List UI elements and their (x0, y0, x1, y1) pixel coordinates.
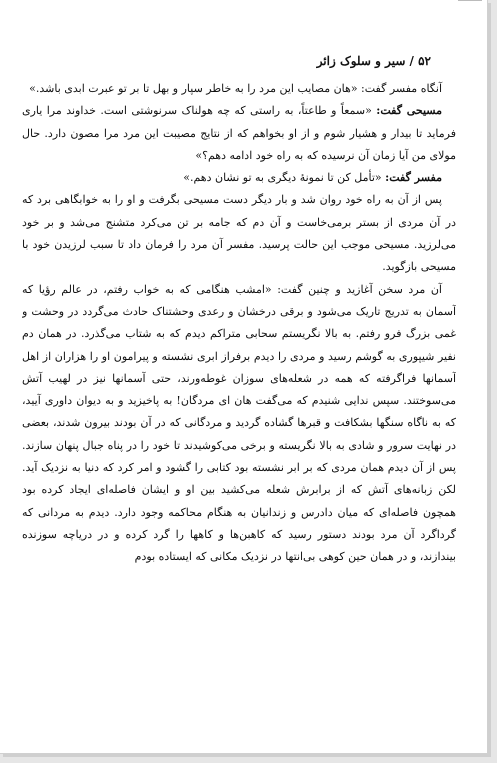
paragraph-1 (22, 78, 456, 100)
paragraph-2 (22, 100, 456, 167)
paragraph-3 (22, 167, 456, 189)
running-head: ۵۲ / سیر و سلوک زائر (316, 54, 431, 68)
paragraph-3-text: «تأمل کن تا نمونهٔ دیگری به تو نشان دهم.» (183, 171, 382, 185)
paragraph-4 (22, 189, 456, 278)
paragraph-2-text: «سمعاً و طاعتاً، به راستی که چه هولناک سرنوشتی است. خداوند مرا یاری فرماید تا بیدار و هشیار شوم و از او بخواهم که از نتایج مصیبت این مرد مرا مصون دارد. حال مولای من آیا زمان آن نرسیده که به راه خود ادامه دهم؟» (22, 104, 456, 162)
page-body (22, 78, 456, 728)
paragraph-5-text: آن مرد سخن آغازید و چنین گفت: «امشب هنگامی که به خواب رفتم، در عالم رؤیا که آسمان به تدریج تاریک می‌شود و برقی درخشان و رعدی وحشتناک حادث می‌گردد در وحشت و غمی بزرگ فرو رفتم. به بالا نگریستم سحابی متراکم دیدم که به شتاب می‌گذرد. در همان دم نفیر شیپوری به گوشم رسید و مردی را دیدم برفراز ابری نشسته و پیرامون او را هزاران از اهل آسمانها فراگرفته که همه در شعله‌های سوزان غوطه‌ورند، حتی آسمانها نیز در لهیب آتش می‌سوختند. سپس ندایی شنیدم که می‌گفت هان ای مردگان! به پاخیزید و به دیوان داوری آیید، که به ناگاه سنگها بشکافت و قبرها گشاده گردید و مردگانی که در آن بودند بیرون شدند، بعضی در نهایت سرور و شادی به بالا نگریسته و برخی می‌کوشیدند تا خود را در پناه جبال پنهان سازند. پس از آن دیدم همان مردی که بر ابر نشسته بود کتابی را گشود و امر کرد که دنیا به نزدیک آید. لکن زبانه‌های آتش که از برابرش شعله می‌کشید بین او و ایشان فاصله‌ای ایجاد کرده بود همچون فاصله‌ای که میان دادرس و زندانیان به هنگام محاکمه وجود دارد. دیدم به مردانی که گرداگرد آن مرد بودند دستور رسید که کاهبن‌ها و کاهها را گرد کرده و در دریاچه سوزنده بیندازند، و در همان حین کوهی بی‌انتها در نزدیک مکانی که ایستاده بودم (22, 282, 456, 564)
paragraph-1-text: آنگاه مفسر گفت: «هان مصایب این مرد را به خاطر سپار و بهل تا بر تو عبرت ابدی باشد.» (29, 82, 442, 95)
page-corner-mark (458, 0, 482, 5)
paragraph-5 (22, 279, 456, 569)
paragraph-3-speaker: مفسر گفت: (385, 171, 442, 185)
paragraph-2-speaker: مسیحی گفت: (376, 104, 442, 118)
paragraph-4-text: پس از آن به راه خود روان شد و بار دیگر دست مسیحی بگرفت و او را به خوابگاهی برد که در آن مردی از بستر برمی‌خاست و آن دم که جامه بر تن می‌کرد متشنج می‌شد و بر خود می‌لرزید. مسیحی موجب این حالت پرسید. مفسر آن مرد را فرمان داد تا سبب لرزیدن خود با مسیحی بازگوید. (22, 193, 456, 274)
